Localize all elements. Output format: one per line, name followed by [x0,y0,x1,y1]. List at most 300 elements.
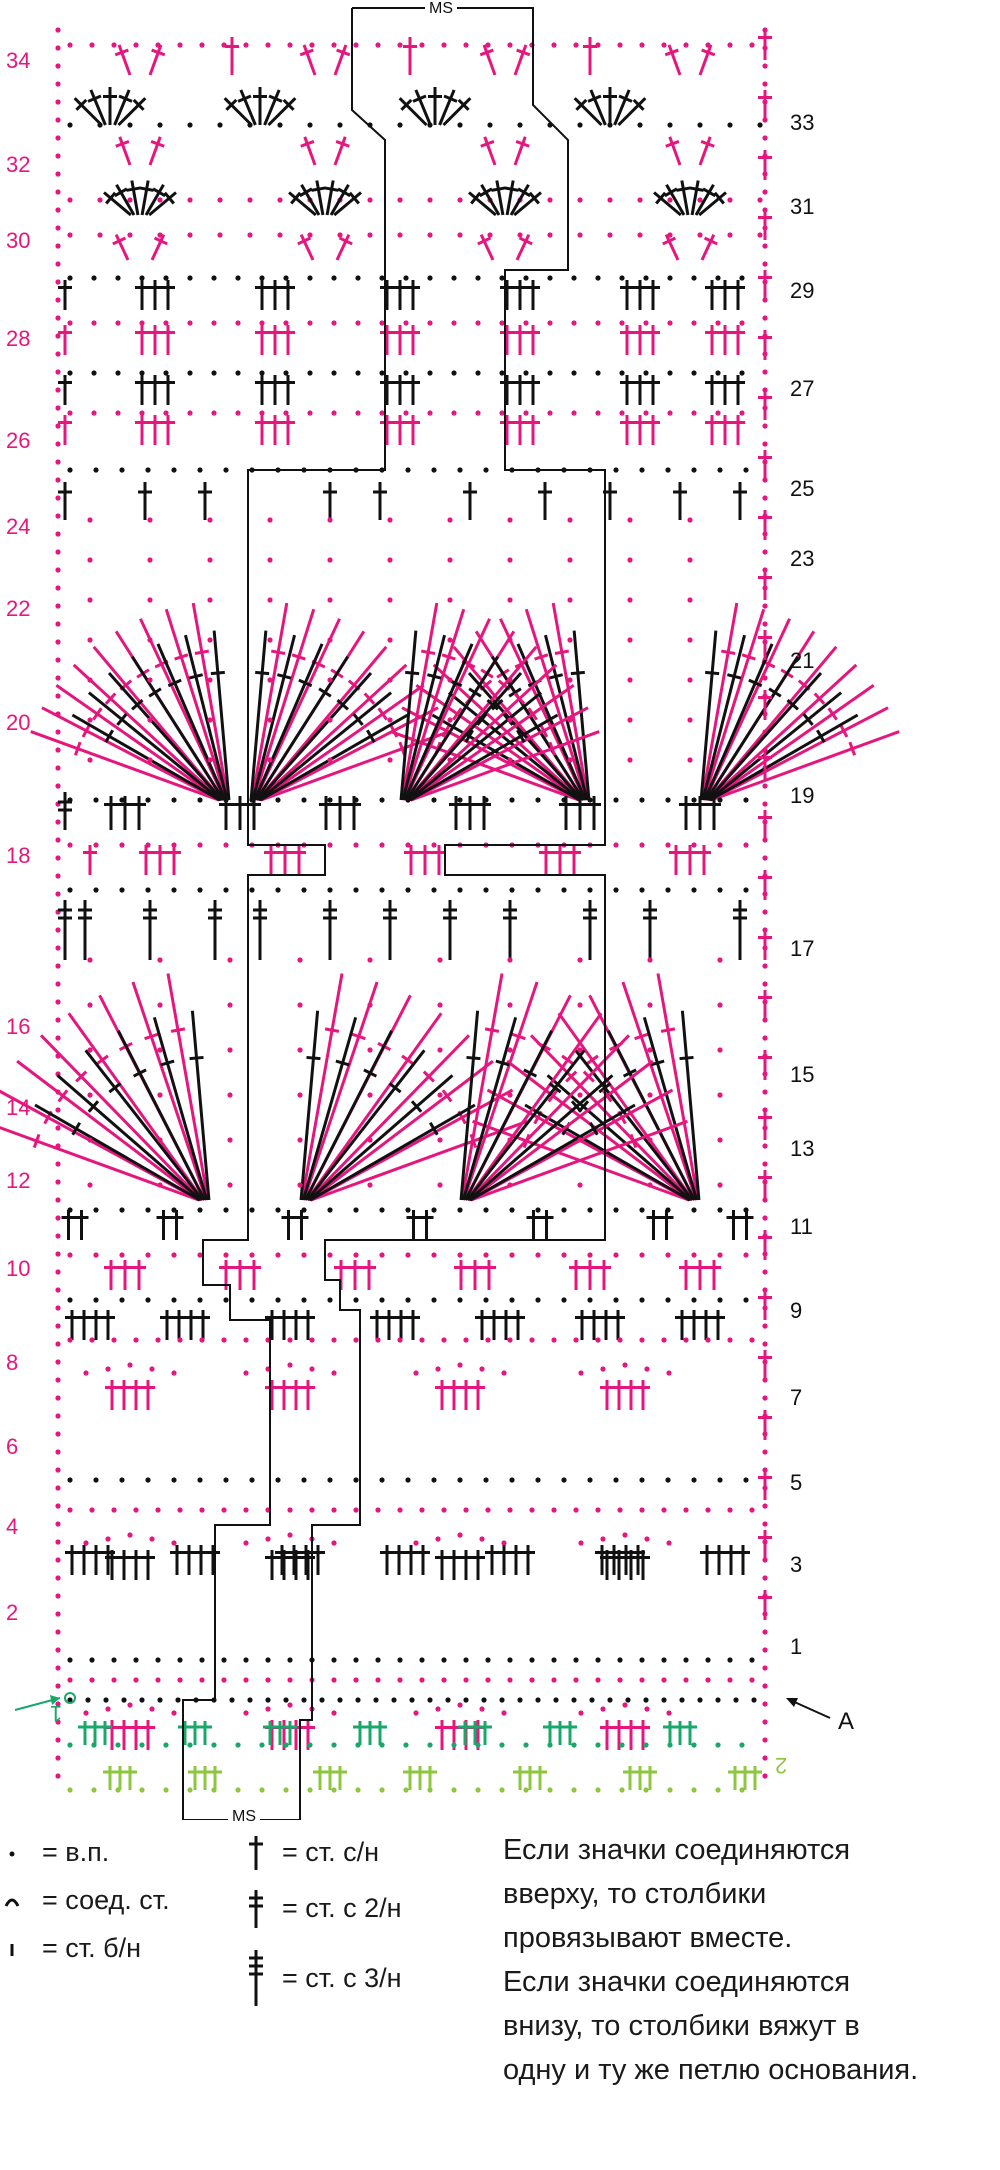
chain-stitch [715,1742,720,1747]
chain-stitch [567,717,572,722]
chain-stitch [331,410,336,415]
chain-stitch [387,717,392,722]
chain-stitch [419,1337,424,1342]
chain-stitch [55,351,60,356]
chain-stitch [147,677,152,682]
chain-stitch [375,42,380,47]
ms-bottom-label: MS [228,1808,260,1826]
dc-bar [161,1061,174,1065]
chain-stitch [301,1252,306,1257]
chain-stitch [587,797,592,802]
chain-stitch [297,1092,302,1097]
chain-stitch [687,557,692,562]
chain-stitch [199,1337,204,1342]
chain-stitch [577,122,582,127]
chain-stitch [647,1137,652,1142]
chain-stitch [157,1047,162,1052]
chain-stitch [309,1366,314,1371]
chain-stitch [595,320,600,325]
chain-stitch [367,1137,372,1142]
chain-stitch [147,757,152,762]
chain-stitch [157,1697,162,1702]
chain-stitch [665,887,670,892]
chain-stitch [457,887,462,892]
chain-stitch [115,1742,120,1747]
dc-bar [427,675,441,678]
chain-stitch [55,693,60,698]
row-number-right: 17 [790,936,815,961]
chain-stitch [507,757,512,762]
chain-stitch [327,637,332,642]
chain-stitch [55,423,60,428]
chain-stitch [451,410,456,415]
legend-tr-text: = ст. с 2/н [282,1892,402,1923]
chain-stitch [133,42,138,47]
chain-stitch [83,1710,88,1715]
chain-stitch [403,1742,408,1747]
chain-stitch [715,1697,720,1702]
chain-stitch [391,1697,396,1702]
chain-stitch [639,1507,644,1512]
chain-stitch [397,122,402,127]
chain-stitch [499,1697,504,1702]
chain-stitch [227,1182,232,1187]
chain-stitch [387,597,392,602]
chain-stitch [600,1706,605,1711]
chain-stitch [405,1297,410,1302]
chain-stitch [691,1297,696,1302]
chain-stitch [507,1677,512,1682]
chain-stitch [331,1787,336,1792]
chain-stitch [55,585,60,590]
chain-stitch [691,275,696,280]
chain-stitch [743,1477,748,1482]
chain-stitch [121,1697,126,1702]
chain-stitch [627,677,632,682]
chain-stitch [687,677,692,682]
chain-stitch [379,370,384,375]
chain-stitch [223,1297,228,1302]
chain-stitch [475,1787,480,1792]
start-row-label: 1 [50,1701,63,1726]
chain-stitch [567,677,572,682]
chain-stitch [149,1706,154,1711]
chain-stitch [331,320,336,325]
chain-stitch [89,1677,94,1682]
row-number-left: 22 [6,596,31,621]
chain-stitch [93,842,98,847]
dc-bar [680,1057,694,1058]
chain-stitch [573,1507,578,1512]
chain-stitch [235,1787,240,1792]
chain-stitch [55,1107,60,1112]
chain-stitch [501,1710,506,1715]
chain-stitch [227,957,232,962]
chain-stitch [691,1787,696,1792]
chain-stitch [111,1657,116,1662]
chain-stitch [327,1297,332,1302]
chain-stitch [327,1477,332,1482]
chain-stitch [367,232,372,237]
chain-stitch [55,783,60,788]
chain-stitch [413,1710,418,1715]
chain-stitch [762,1035,767,1040]
chain-stitch [223,1252,228,1257]
chain-stitch [207,757,212,762]
chain-stitch [499,370,504,375]
chain-stitch [451,275,456,280]
chain-stitch [717,1182,722,1187]
dc-bar [402,1056,413,1064]
row-number-right: 15 [790,1062,815,1087]
chain-stitch [529,1657,534,1662]
chain-stitch [661,1677,666,1682]
chain-stitch [717,1047,722,1052]
chain-stitch [163,320,168,325]
chain-stitch [211,1742,216,1747]
chain-stitch [483,467,488,472]
chain-stitch [111,1677,116,1682]
chain-stitch [55,1485,60,1490]
row-number-right: 11 [790,1214,813,1239]
chain-stitch [331,1657,336,1662]
chain-stitch [666,1710,671,1715]
chain-stitch [749,1677,754,1682]
chain-stitch [639,1677,644,1682]
dc-bar [485,1029,499,1031]
chain-stitch [595,1742,600,1747]
chain-stitch [55,1647,60,1652]
chain-stitch [507,517,512,522]
chain-stitch [119,1252,124,1257]
chain-stitch [457,1362,462,1367]
chain-stitch [441,1507,446,1512]
chain-stitch [451,1787,456,1792]
chain-stitch [613,1477,618,1482]
chain-stitch [139,1697,144,1702]
chain-stitch [547,232,552,237]
chain-stitch [437,1092,442,1097]
chain-stitch [331,1710,336,1715]
chain-stitch [103,1697,108,1702]
chain-stitch [613,1297,618,1302]
chain-stitch [571,370,576,375]
chain-stitch [157,1137,162,1142]
chain-stitch [683,1657,688,1662]
chain-stitch [667,1787,672,1792]
chain-stitch [441,1677,446,1682]
chain-stitch [762,1683,767,1688]
chain-stitch [67,842,72,847]
chain-stitch [405,887,410,892]
chain-stitch [589,1697,594,1702]
dc-stitch [309,1075,452,1200]
chain-stitch [405,1207,410,1212]
chain-stitch [507,1002,512,1007]
chain-stitch [627,637,632,642]
chain-stitch [639,1207,644,1212]
chain-stitch [275,1207,280,1212]
chain-stitch [749,1657,754,1662]
legend-chain [0,1830,109,1874]
chain-stitch [353,1507,358,1512]
chain-stitch [55,549,60,554]
a-label: A [838,1708,855,1735]
chain-stitch [479,1706,484,1711]
chain-stitch [243,1370,248,1375]
chain-stitch [55,27,60,32]
dc-stitch [119,45,130,75]
chain-stitch [523,1742,528,1747]
chain-stitch [259,1742,264,1747]
chain-stitch [607,232,612,237]
chain-stitch [697,232,702,237]
chain-stitch [147,717,152,722]
chain-stitch [613,887,618,892]
chain-stitch [177,42,182,47]
chain-stitch [705,1507,710,1512]
row-number-right: 23 [790,546,815,571]
row-number-right: 31 [790,194,815,219]
chain-stitch [157,957,162,962]
chain-stitch [93,1297,98,1302]
chain-stitch [463,1697,468,1702]
chain-stitch [607,122,612,127]
chain-stitch [483,887,488,892]
chain-stitch [619,1742,624,1747]
chain-stitch [235,410,240,415]
chain-stitch [691,320,696,325]
ms-top-label: MS [425,0,457,18]
chain-stitch [762,801,767,806]
chain-stitch [97,122,102,127]
chain-stitch [691,887,696,892]
chain-stitch [147,597,152,602]
chain-stitch [379,842,384,847]
treble-crochet-icon [240,1886,272,1930]
chain-stitch [337,122,342,127]
chain-stitch [145,1207,150,1212]
chain-stitch [717,1002,722,1007]
chain-stitch [217,122,222,127]
row-number-left: 4 [6,1514,19,1539]
chain-stitch [283,1787,288,1792]
chain-stitch [301,1697,306,1702]
chain-stitch [577,1047,582,1052]
chain-stitch [509,797,514,802]
chain-stitch [243,1657,248,1662]
chain-stitch [67,42,72,47]
dc-stitch [335,45,346,75]
chain-stitch [199,1657,204,1662]
chain-stitch [479,1366,484,1371]
chain-stitch [587,1252,592,1257]
chain-stitch [67,370,72,375]
chain-stitch [243,42,248,47]
chain-stitch [483,1207,488,1212]
chain-stitch [259,320,264,325]
chain-stitch [89,42,94,47]
chain-stitch [627,557,632,562]
chain-stitch [297,957,302,962]
chain-stitch [83,1370,88,1375]
chain-stitch [145,467,150,472]
chain-stitch [573,1677,578,1682]
chain-stitch [739,1742,744,1747]
chain-stitch [379,797,384,802]
chain-stitch [55,1161,60,1166]
row-number-left: 30 [6,228,31,253]
chain-stitch [327,557,332,562]
chain-stitch [403,1787,408,1792]
chain-stitch [379,1297,384,1302]
chain-stitch [595,1657,600,1662]
chain-stitch [197,467,202,472]
chain-stitch [55,837,60,842]
chain-stitch [227,1002,232,1007]
row-number-right: 9 [790,1298,803,1323]
chain-stitch [275,1252,280,1257]
dc-stitch [35,1105,200,1200]
chain-stitch [567,517,572,522]
chain-stitch [247,197,252,202]
chain-stitch [447,597,452,602]
chain-stitch [283,410,288,415]
chain-stitch [679,1697,684,1702]
chain-stitch [457,1532,462,1537]
chain-stitch [437,1047,442,1052]
chain-stitch [199,42,204,47]
chain-stitch [67,1787,72,1792]
chain-stitch [578,1710,583,1715]
chain-stitch [327,677,332,682]
chain-stitch [265,1706,270,1711]
chain-stitch [643,320,648,325]
chain-stitch [619,370,624,375]
chain-stitch [691,1252,696,1257]
chain-stitch [147,557,152,562]
chain-stitch [717,467,722,472]
row-number-left: 16 [6,1014,31,1039]
chain-stitch [762,261,767,266]
row-number-left: 2 [6,1600,19,1625]
chain-stitch [487,122,492,127]
chain-stitch [55,1287,60,1292]
chain-stitch [105,1536,110,1541]
chain-stitch [463,1507,468,1512]
chain-stitch [55,1683,60,1688]
chain-stitch [507,637,512,642]
chain-stitch [435,1366,440,1371]
chain-stitch [119,842,124,847]
chain-stitch [507,957,512,962]
chain-stitch [327,597,332,602]
chain-stitch [379,1787,384,1792]
chain-stitch [523,275,528,280]
chain-stitch [307,275,312,280]
chain-stitch [499,410,504,415]
chain-stitch [617,1677,622,1682]
chain-stitch [529,1507,534,1512]
chain-stitch [647,1182,652,1187]
chain-stitch [145,1477,150,1482]
chain-stitch [379,410,384,415]
chain-stitch [87,597,92,602]
chain-stitch [91,370,96,375]
chain-stitch [727,1657,732,1662]
chain-stitch [249,1297,254,1302]
chain-stitch [197,1252,202,1257]
chain-stitch [665,467,670,472]
chain-stitch [155,1677,160,1682]
chain-stitch [405,1477,410,1482]
dc-bar [189,675,203,678]
chain-stitch [715,370,720,375]
chain-stitch [571,1787,576,1792]
chain-stitch [287,1657,292,1662]
dc-bar [311,188,325,190]
chain-stitch [661,42,666,47]
chain-stitch [441,42,446,47]
dc-stitch [484,45,495,75]
chain-stitch [463,1657,468,1662]
chain-stitch [197,797,202,802]
chain-stitch [187,370,192,375]
chain-stitch [762,243,767,248]
dc-bar [171,1029,185,1031]
chain-stitch [427,320,432,325]
chain-stitch [139,1742,144,1747]
chain-stitch [265,1657,270,1662]
chain-stitch [475,320,480,325]
chain-stitch [447,717,452,722]
chain-stitch [762,63,767,68]
chain-stitch [595,370,600,375]
chain-stitch [127,1362,132,1367]
chain-stitch [639,1657,644,1662]
chain-stitch [221,1507,226,1512]
dc-bar [505,188,519,190]
chain-stitch [259,370,264,375]
legend-slip-text: = соед. ст. [42,1884,170,1915]
chain-stitch [762,1521,767,1526]
chain-stitch [762,1755,767,1760]
chain-stitch [331,1742,336,1747]
chain-stitch [751,1697,756,1702]
chain-stitch [683,1507,688,1512]
dc-stitch [515,45,526,75]
chain-stitch [622,1702,627,1707]
chain-stitch [297,1047,302,1052]
chain-stitch [87,1137,92,1142]
chain-stitch [163,275,168,280]
dc-stitch [142,181,148,215]
chain-stitch [157,1182,162,1187]
chain-stitch [331,1677,336,1682]
chain-stitch [67,1657,72,1662]
row-number-left: 32 [6,152,31,177]
chain-stitch [67,1477,72,1482]
chain-stitch [115,275,120,280]
chain-stitch [55,603,60,608]
chain-stitch [639,1297,644,1302]
chain-stitch [431,797,436,802]
chain-stitch [55,1125,60,1130]
chain-stitch [55,531,60,536]
chain-stitch [85,1697,90,1702]
chain-stitch [275,797,280,802]
chain-stitch [283,320,288,325]
